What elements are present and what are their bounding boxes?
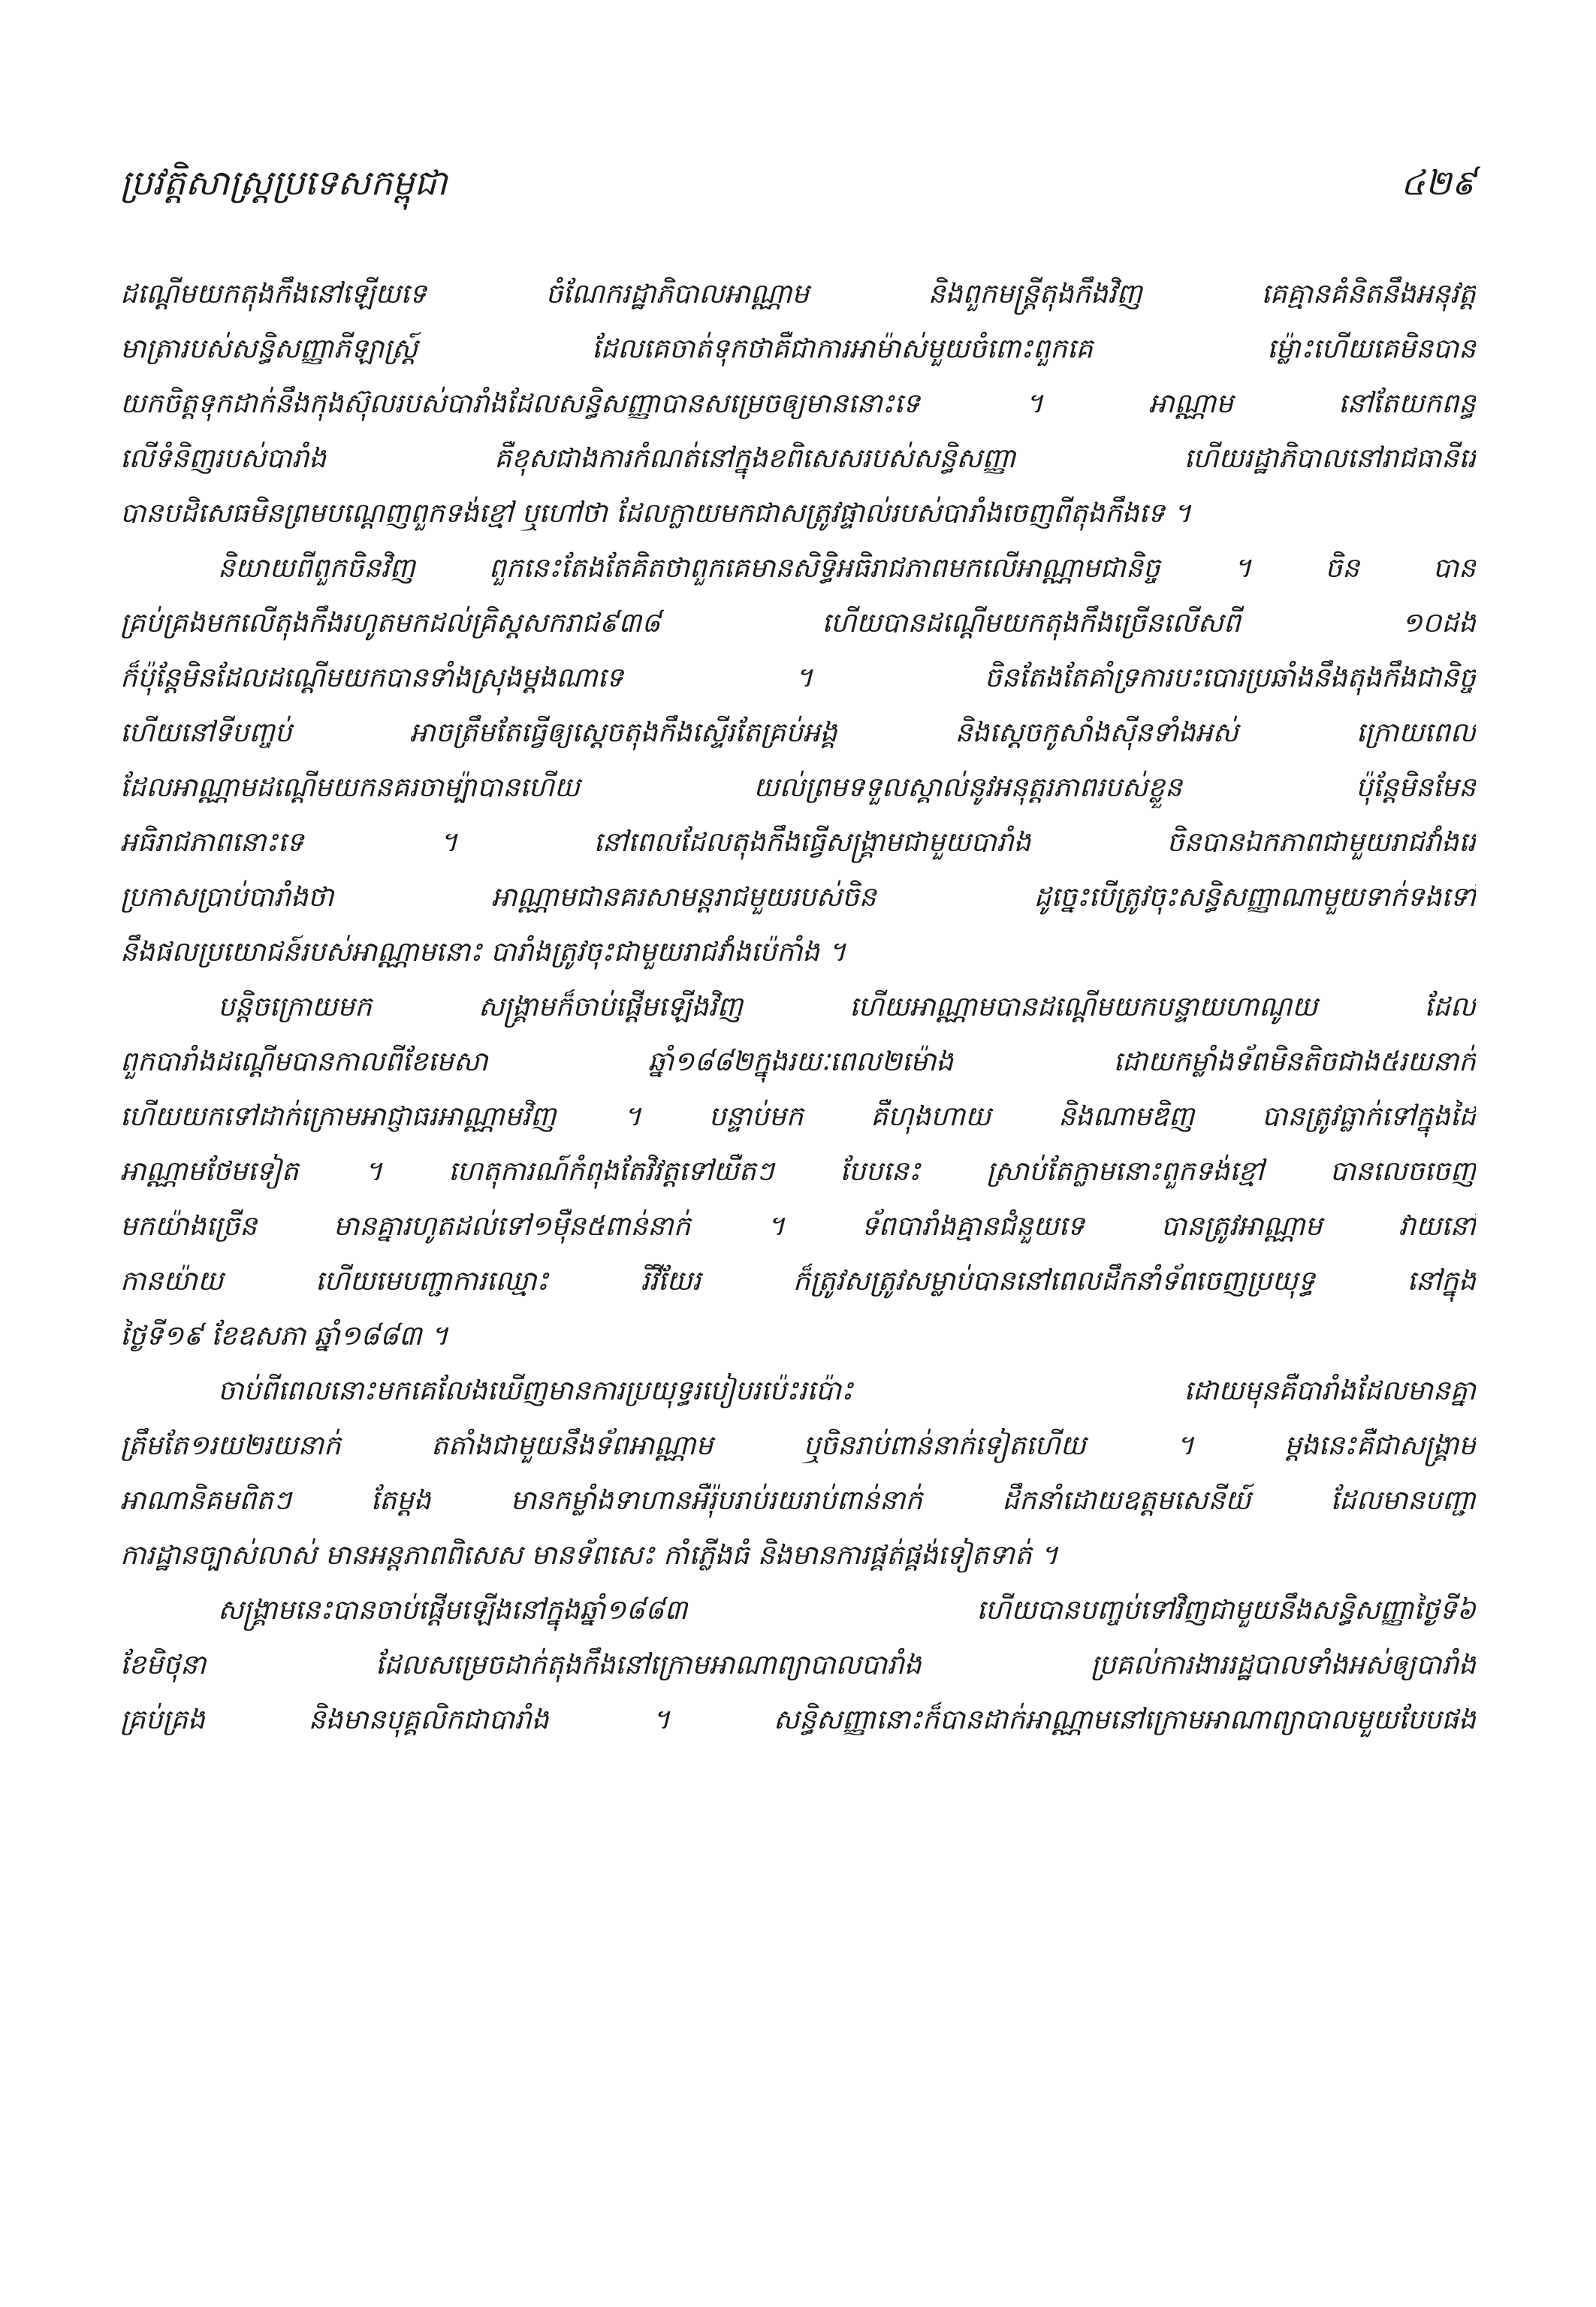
- text-line: បន្តិចក្រោយមក សង្គ្រាមក៏ចាប់ផ្តើមឡើងវិញ ហើយអាណ្ណាមបានដណ្តើមយកបន្ទាយហាណូយ ដែល: [218, 992, 1476, 1022]
- text-line: ការដ្ឋានច្បាស់លាស់ មានអន្តភាពពិសេស មានទ័ពសេះ កាំភ្លើងធំ និងមានការផ្គត់ផ្គង់ទៀតទាត់ ។: [120, 1540, 1058, 1571]
- page-number: ៤២៩: [1401, 162, 1476, 203]
- text-line: គ្រប់គ្រង និងមានបុគ្គលិកជាបារាំង ។ សន្ធិសញ្ញានោះក៏បានដាក់អាណ្ណាមនៅក្រោមអាណាព្យាបាលមួយបែបផង: [120, 1705, 1476, 1735]
- text-line: ថ្ងៃទី១៩ ខែឧសភា ឆ្នាំ១៨៨៣ ។: [120, 1321, 448, 1351]
- text-line: ហើយយកទៅដាក់ក្រោមអាជ្ញាធរអាណ្ណាមវិញ ។ បន្ទាប់មក គឺហុងហាយ និងណាមឌិញ បានត្រូវធ្លាក់ទៅក្នុងដៃ: [120, 1101, 1476, 1132]
- running-title: ប្រវត្តិសាស្ត្រប្រទេសកម្ពុជា: [120, 162, 448, 203]
- text-line: មកយ៉ាងច្រើន មានគ្នារហូតដល់ទៅ១ម៉ឺន៥ពាន់នាក់ ។ ទ័ពបារាំងគ្មានជំនួយទេ បានត្រូវអាណ្ណាម វាយនៅ: [120, 1211, 1476, 1242]
- text-line: គ្រប់គ្រងមកលើតុងកឹងរហូតមកដល់គ្រិស្តសករាជ៩៣៨ ហើយបានដណ្តើមយកតុងកឹងច្រើនលើសពី ១០ដង: [120, 608, 1476, 639]
- text-line: កានយ៉ាយ ហើយមេបញ្ជាការឈ្មោះ រីវីយែរ ក៏ត្រូវសត្រូវសម្លាប់បាននៅពេលដឹកនាំទ័ពចេញប្រយុទ្ធ នៅក្នុង: [120, 1266, 1476, 1297]
- text-line: និយាយពីពួកចិនវិញ ពួកនេះតែងតែគិតថាពួកគេមានសិទ្ធិអធិរាជភាពមកលើអាណ្ណាមជានិច្ច ។ ចិន បាន: [218, 553, 1476, 584]
- text-line: ក៏ប៉ុន្តែមិនដែលដណ្តើមយកបានទាំងស្រុងម្តងណាទេ ។ ចិនតែងតែគាំទ្រការបះបោរប្រឆាំងនឹងតុងកឹងជានិច្ច: [120, 663, 1476, 693]
- text-line: ពួកបារាំងដណ្តើមបានកាលពីខែមេសា ឆ្នាំ១៨៨២ក្នុងរយៈពេល២ម៉ោង ដោយកម្លាំងទ័ពមិនតិចជាង៥រយនាក់: [120, 1046, 1476, 1077]
- text-line: ប្រកាសប្រាប់បារាំងថា អាណ្ណាមជានគរសាមន្តរាជមួយរបស់ចិន ដូច្នេះបើត្រូវចុះសន្ធិសញ្ញាណាមួយទាក់ទងទៅ: [120, 882, 1476, 913]
- text-line: មាត្រារបស់សន្ធិសញ្ញាភីឡាស្ត្រ៍ ដែលគេចាត់ទុកថាគឺជាការអាម៉ាស់មួយចំពោះពួកគេ ម្ល៉ោះហើយគេមិនបាន: [120, 334, 1476, 364]
- text-line: លើទំនិញរបស់បារាំង គឺខុសជាងការកំណត់នៅក្នុងខពិសេសរបស់សន្ធិសញ្ញា ហើយរដ្ឋាភិបាលនៅរាជធានីវេ: [120, 443, 1476, 474]
- text-line: អធិរាជភាពនោះទេ ។ នៅពេលដែលតុងកឹងធ្វើសង្គ្រាមជាមួយបារាំង ចិនបានឯកភាពជាមួយរាជវាំងវេ: [120, 827, 1476, 858]
- text-line: ដែលអាណ្ណាមដណ្តើមយកនគរចាម្ប៉ាបានហើយ យល់ព្រមទទួលស្គាល់នូវអនុត្តរភាពរបស់ខ្លួន ប៉ុន្តែមិនមែន: [120, 772, 1476, 803]
- text-line: អាណានិគមពិតៗ តែម្តង មានកម្លាំងទាហានអឺរ៉ុបរាប់រយរាប់ពាន់នាក់ ដឹកនាំដោយឧត្តមសេនីយ៍ ដែលមានបញ្ជា: [120, 1485, 1476, 1516]
- text-line: ត្រឹមតែ១រយ២រយនាក់ តតាំងជាមួយនឹងទ័ពអាណ្ណាម ឬចិនរាប់ពាន់នាក់ទៀតហើយ ។ ម្តងនេះគឺជាសង្គ្រាម: [120, 1430, 1476, 1461]
- page-header: [120, 162, 1476, 222]
- text-line: បានបដិសេធមិនព្រមបណ្តេញពួកទង់ខ្មៅ ឬហៅថា ដែលក្លាយមកជាសត្រូវផ្ទាល់របស់បារាំងចេញពីតុងកឹងទេ ។: [120, 498, 1191, 529]
- text-line: ខែមិថុនា ដែលសម្រេចដាក់តុងកឹងនៅក្រោមអាណាព្យាបាលបារាំង ប្រគល់ការងាររដ្ឋបាលទាំងអស់ឲ្យបារាំង: [120, 1650, 1476, 1680]
- text-line: អាណ្ណាមថែមទៀត ។ ហេតុការណ៍កំពុងតែវិវត្តទៅយឺតៗ បែបនេះ ស្រាប់តែក្លាមនោះពួកទង់ខ្មៅ បានលេចចេញ: [120, 1156, 1476, 1187]
- body-text: [120, 267, 1476, 1747]
- text-line: នឹងផលប្រយោជន៍របស់អាណ្ណាមនោះ បារាំងត្រូវចុះជាមួយរាជវាំងប៉េកាំង ។: [120, 937, 846, 968]
- text-line: ដណ្តើមយកតុងកឹងនៅឡើយទេ ចំណែករដ្ឋាភិបាលអាណ្ណាម និងពួកមន្ត្រីតុងកឹងវិញ គេគ្មានគំនិតនឹងអនុវត្ត: [120, 279, 1476, 310]
- text-line: សង្គ្រាមនេះបានចាប់ផ្តើមឡើងនៅក្នុងឆ្នាំ១៨៨៣ ហើយបានបញ្ចប់ទៅវិញជាមួយនឹងសន្ធិសញ្ញាថ្ងៃទី៦: [218, 1595, 1476, 1626]
- text-line: យកចិត្តទុកដាក់នឹងកុងស៊ុលរបស់បារាំងដែលសន្ធិសញ្ញាបានសម្រេចឲ្យមាននោះទេ ។ អាណ្ណាម នៅតែយកពន្ធ: [120, 388, 1476, 419]
- text-line: ហើយនៅទីបញ្ចប់ អាចត្រឹមតែធ្វើឲ្យស្តេចតុងកឹងស្ទើរតែគ្រប់អង្គ និងស្តេចកូសាំងស៊ីនទាំងអស់ ក្រោយពេល: [120, 717, 1476, 748]
- text-line: ចាប់ពីពេលនោះមកគេលែងឃើញមានការប្រយុទ្ធរបៀបរប៉េះរប៉ោះ ដោយមុនគឺបារាំងដែលមានគ្នា: [218, 1375, 1476, 1406]
